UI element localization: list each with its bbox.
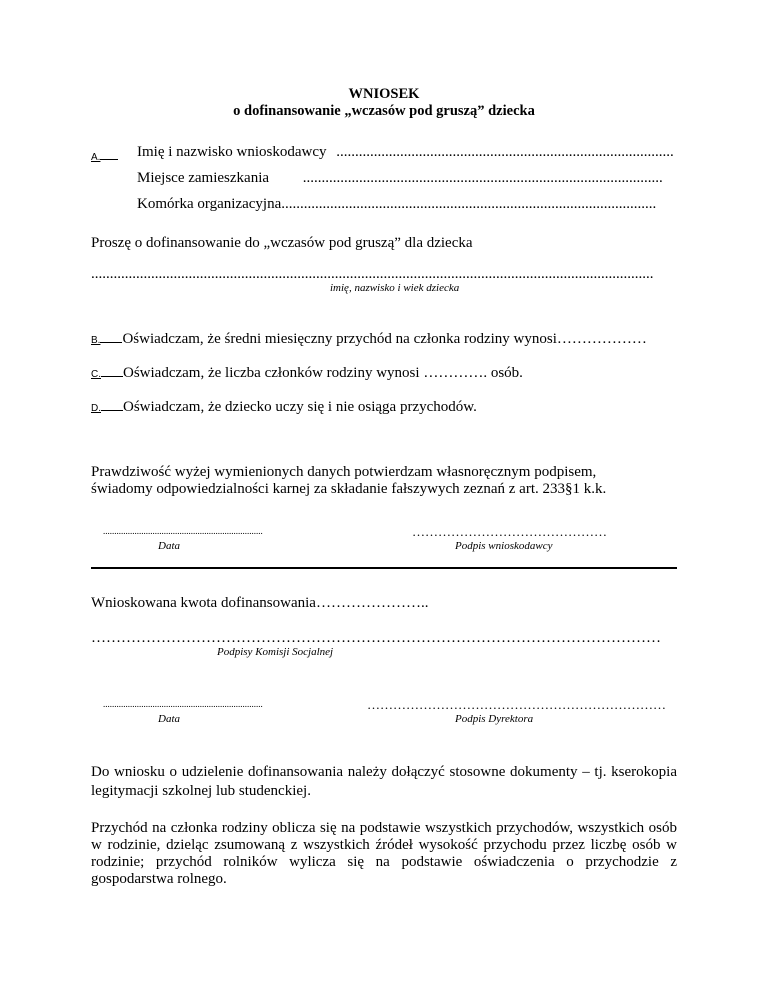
director-date-dots[interactable]: ....................................................................... [103,699,263,709]
certification-line-1: Prawdziwość wyżej wymienionych danych potwierdzam własnoręcznym podpisem, [91,464,597,480]
applicant-name-label: Imię i nazwisko wnioskodawcy [137,144,327,160]
document-subtitle: o dofinansowanie „wczasów pod gruszą” dziecka [233,103,535,119]
section-b-letter: B. [91,335,101,346]
residence-label: Miejsce zamieszkania [137,170,270,186]
section-c-text: Oświadczam, że liczba członków rodziny wynosi …………. osób. [123,365,523,381]
section-a-letter: A. [91,152,101,163]
applicant-signature-dots[interactable]: ……………………………………… [412,524,607,539]
documents-note: Do wniosku o udzielenie dofinansowania należy dołączyć stosowne dokumenty – tj. kserokopia legitymacji szkolnej lub studenckiej. [91,764,677,799]
applicant-name-dots: .......................................................................................... [336,144,674,160]
org-unit-dots: .................................................................................................... [281,196,657,212]
section-b-text: Oświadczam, że średni miesięczny przychód na członka rodziny wynosi……………… [122,331,647,347]
section-c [91,365,523,382]
certification-line-2: świadomy odpowiedzialności karnej za składanie fałszywych zeznań z art. 233§1 k.k. [91,481,607,497]
section-divider [91,567,677,569]
requested-amount: Wnioskowana kwota dofinansowania………………….. [91,595,429,611]
document-title: WNIOSEK [348,86,420,102]
request-text: Proszę o dofinansowanie do „wczasów pod gruszą” dla dziecka [91,235,473,251]
child-info-caption: imię, nazwisko i wiek dziecka [330,282,460,294]
director-date-label: Data [158,713,180,725]
child-info-dots[interactable]: ...................................................................................................................................................... [91,266,654,282]
org-unit-field[interactable] [137,196,656,213]
section-d-letter: D. [91,403,101,414]
residence-field[interactable] [137,170,663,187]
applicant-name-field[interactable] [137,144,674,161]
applicant-date-label: Data [158,540,180,552]
residence-dots: ................................................................................................ [302,170,663,186]
committee-signature-label: Podpisy Komisji Socjalnej [217,646,334,658]
section-d-text: Oświadczam, że dziecko uczy się i nie osiąga przychodów. [123,399,477,415]
section-b [91,331,647,348]
applicant-date-dots[interactable]: ....................................................................... [103,526,263,536]
director-signature-label: Podpis Dyrektora [455,713,534,725]
section-a-marker [91,148,118,165]
committee-signature-dots[interactable]: …………………………………………………………………………………………………… [91,630,661,646]
org-unit-label: Komórka organizacyjna [137,196,282,212]
section-c-letter: C. [91,369,101,380]
section-d [91,399,477,416]
applicant-signature-label: Podpis wnioskodawcy [455,540,553,552]
director-signature-dots[interactable]: …………………………………………………………… [367,697,666,712]
income-note: Przychód na członka rodziny oblicza się na podstawie wszystkich przychodów, wszystkich osób w rodzinie, dzieląc zsumowaną z wszystkich źródeł wysokość przychodu przez liczbę osób w rodzinie; przychód rolników wylicza się na podstawie oświadczenia o przychodzie z gospodarstwa rolnego. [91,820,677,887]
